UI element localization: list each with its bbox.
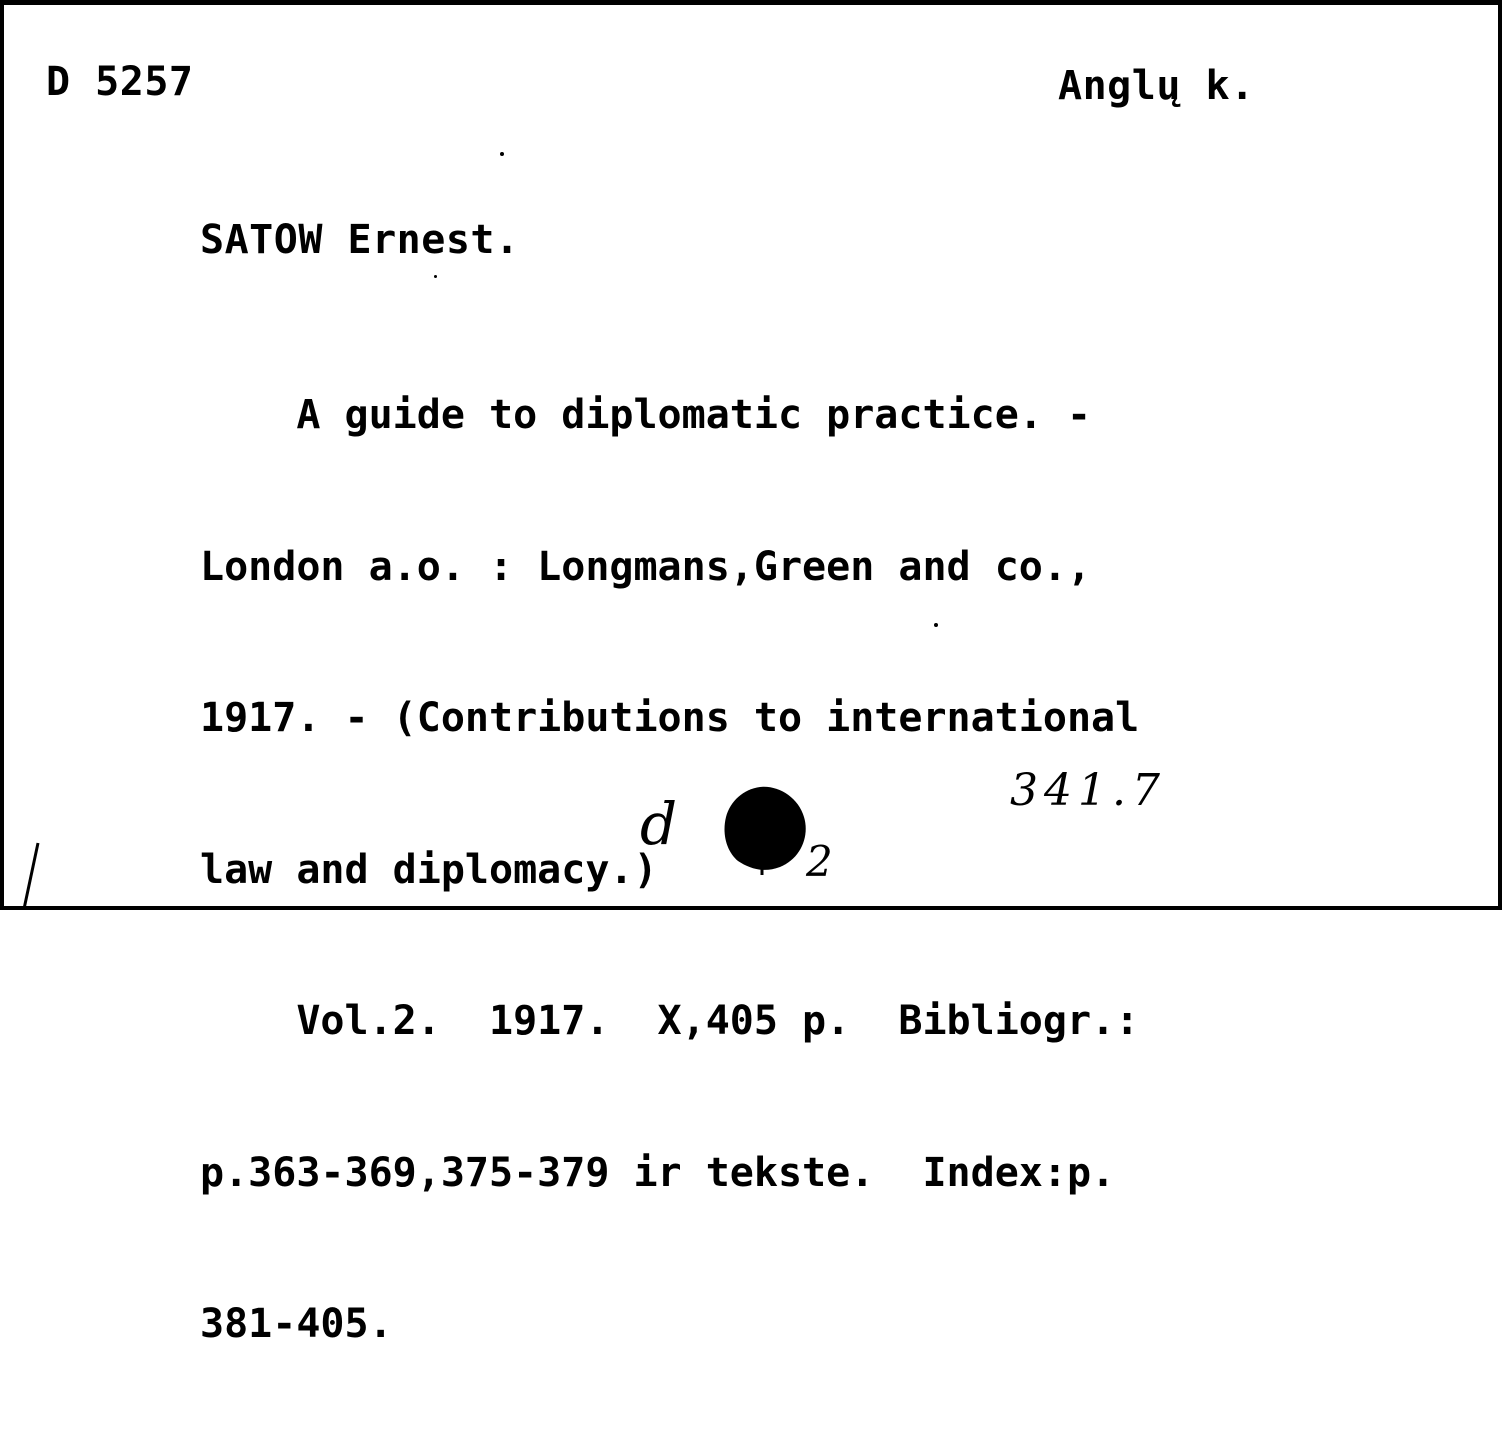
bibliographic-description <box>200 289 1139 1451</box>
ink-speck <box>434 275 437 278</box>
ink-speck <box>934 623 938 627</box>
author-heading: SATOW Ernest. <box>200 217 520 263</box>
handwritten-class-number: 341.7 <box>1010 765 1166 816</box>
description-line: A guide to diplomatic practice. - <box>200 392 1092 438</box>
description-line: Vol.2. 1917. X,405 p. Bibliogr.: <box>200 998 1140 1044</box>
handwritten-mark-right: 2 <box>806 837 833 886</box>
collection-label: Anglų k. <box>1058 63 1255 109</box>
ink-speck <box>500 152 504 156</box>
pencil-slash-mark <box>14 841 48 911</box>
call-number: D 5257 <box>46 59 194 105</box>
description-line: p.363-369,375-379 ir tekste. Index:p. <box>200 1149 1116 1196</box>
description-line: 1917. - (Contributions to international <box>200 695 1140 741</box>
description-line: 381-405. <box>200 1301 393 1347</box>
description-line: law and diplomacy.) <box>200 846 658 893</box>
ink-stamp-blot <box>720 783 808 875</box>
handwritten-mark-left: d <box>640 790 678 858</box>
description-line: London a.o. : Longmans,Green and co., <box>200 543 1092 590</box>
